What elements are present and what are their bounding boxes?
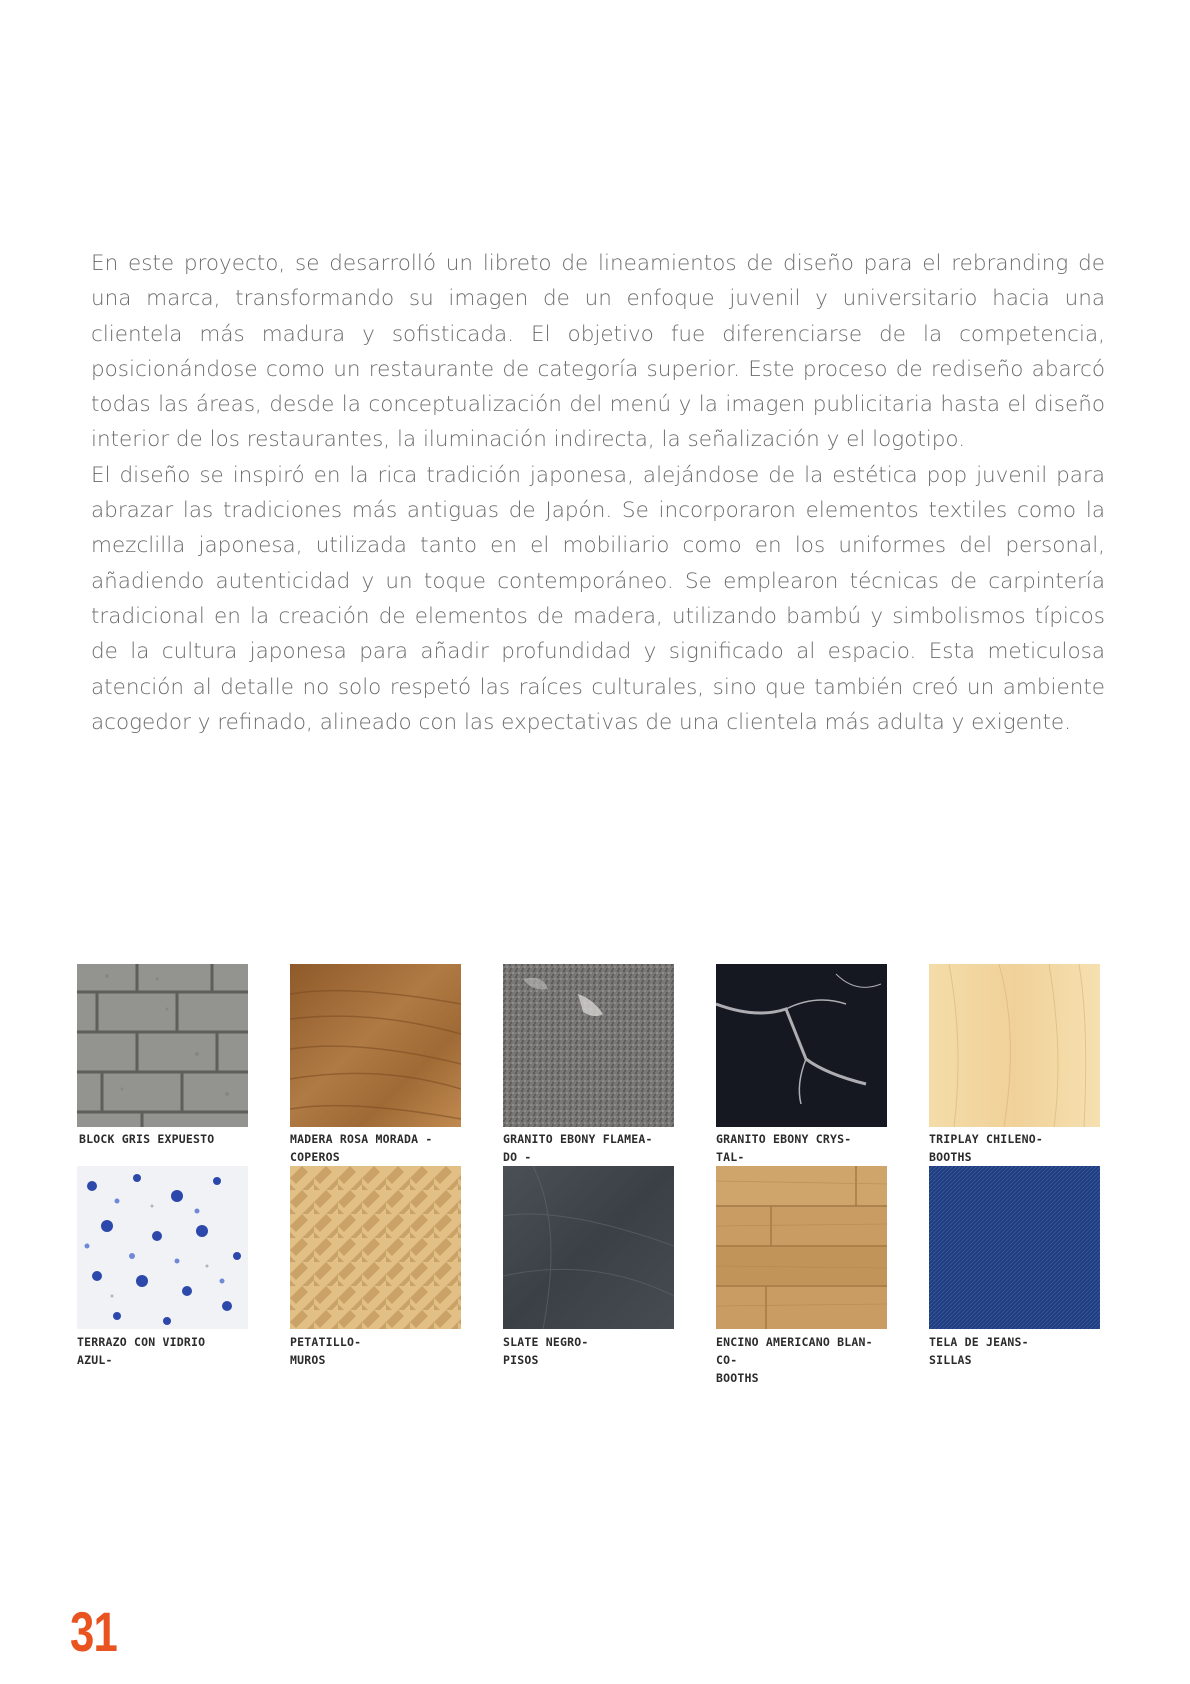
paragraph-design: El diseño se inspiró en la rica tradición japonesa, alejándose de la estética pop juvenil para abrazar las tradiciones más antiguas de Japón. Se incorporaron elementos textiles como la mezclilla japonesa, utilizada tanto en el mobiliario como en los uniformes del personal, añadiendo autenticidad y un toque contemporáneo. Se emplearon técnicas de carpintería tradicional en la creación de elementos de madera, utilizando bambú y simbolismos típicos de la cultura japonesa para añadir profundidad y significado al espacio. Esta meticulosa atención al detalle no solo respetó las raíces culturales, sino que también creó un ambiente acogedor y refinado, alineado con las expectativas de una clientela más adulta y exigente. (91, 462, 1105, 735)
material-swatch-granito-flameado (503, 964, 674, 1127)
page-number: 31 (70, 1600, 118, 1663)
material-caption: SLATE NEGRO- PISOS (503, 1335, 589, 1367)
concrete-block-texture (77, 964, 248, 1127)
material-swatch-block-gris (77, 964, 248, 1127)
material-swatch-triplay (929, 964, 1100, 1127)
body-text (91, 246, 1105, 740)
white-oak-texture (716, 1166, 887, 1329)
terrazzo-texture (77, 1166, 248, 1329)
woven-bamboo-texture (290, 1166, 461, 1329)
material-caption: GRANITO EBONY FLAMEA- DO - (503, 1132, 653, 1164)
material-swatch-granito-crystal (716, 964, 887, 1127)
material-caption: MADERA ROSA MORADA - COPEROS (290, 1132, 433, 1164)
material-caption: TERRAZO CON VIDRIO AZUL- (77, 1335, 206, 1367)
material-swatch-madera-rosa-morada (290, 964, 461, 1127)
material-caption: BLOCK GRIS EXPUESTO (79, 1132, 215, 1146)
material-caption: PETATILLO- MUROS (290, 1335, 362, 1367)
material-caption: ENCINO AMERICANO BLAN- CO- BOOTHS (716, 1335, 873, 1385)
material-swatch-terrazo (77, 1166, 248, 1329)
material-caption: GRANITO EBONY CRYS- TAL- (716, 1132, 852, 1164)
ebony-crystal-granite-texture (716, 964, 887, 1127)
denim-texture (929, 1166, 1100, 1329)
material-swatch-denim (929, 1166, 1100, 1329)
material-swatch-slate (503, 1166, 674, 1329)
plywood-texture (929, 964, 1100, 1127)
flamed-granite-texture (503, 964, 674, 1127)
material-caption: TELA DE JEANS- SILLAS (929, 1335, 1029, 1367)
material-caption: TRIPLAY CHILENO- BOOTHS (929, 1132, 1043, 1164)
paragraph-intro: En este proyecto, se desarrolló un libreto de lineamientos de diseño para el rebranding de una marca, transformando su imagen de un enfoque juvenil y universitario hacia una clientela más madura y sofisticada. El objetivo fue diferenciarse de la competencia, posicionándose como un restaurante de categoría superior. Este proceso de rediseño abarcó todas las áreas, desde la conceptualización del menú y la imagen publicitaria hasta el diseño interior de los restaurantes, la iluminación indirecta, la señalización y el logotipo. (91, 251, 1105, 453)
material-swatch-encino (716, 1166, 887, 1329)
slate-texture (503, 1166, 674, 1329)
material-swatch-petatillo (290, 1166, 461, 1329)
rosewood-texture (290, 964, 461, 1127)
